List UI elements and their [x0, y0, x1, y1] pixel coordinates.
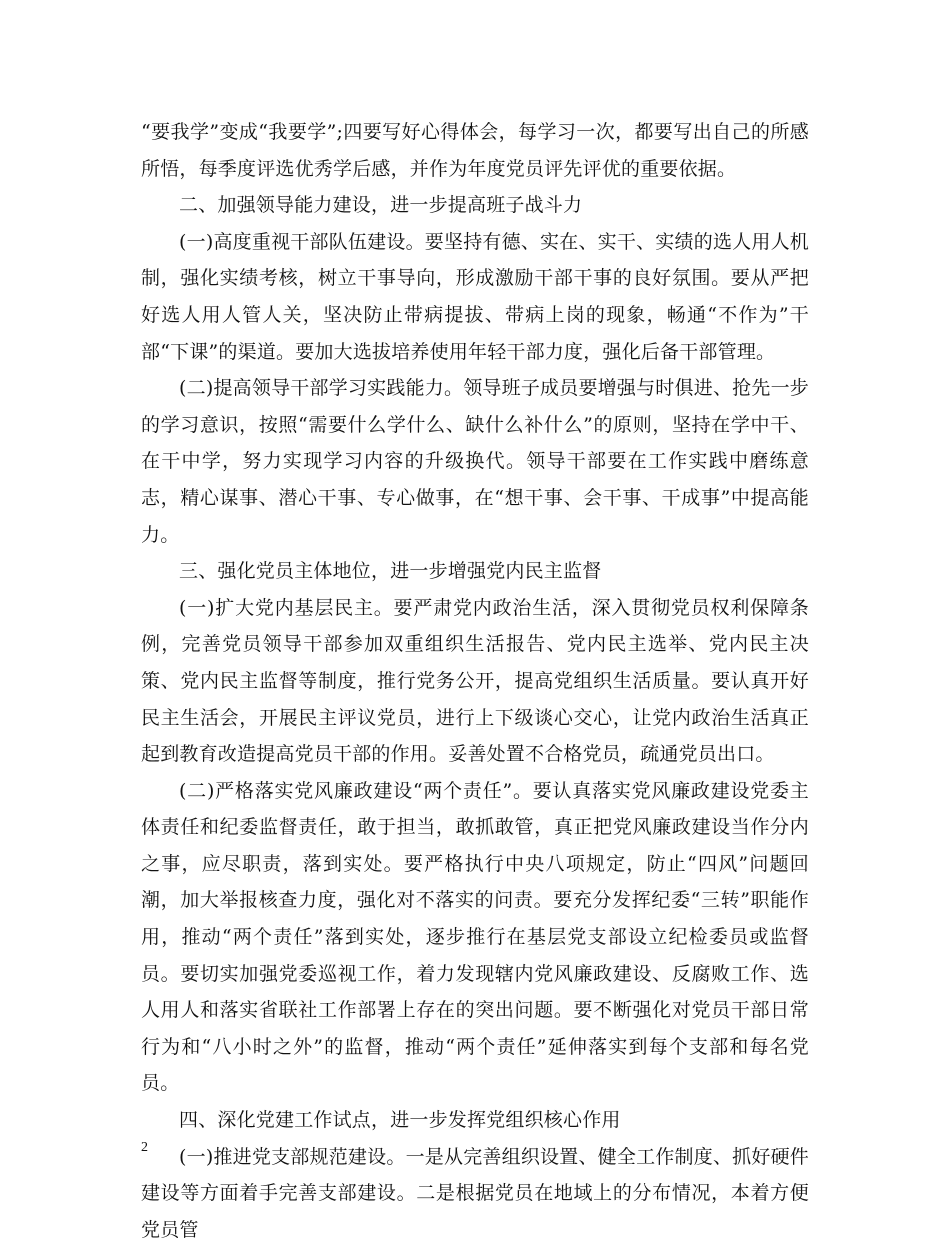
section-heading-2: 二、加强领导能力建设，进一步提高班子战斗力 — [179, 194, 583, 217]
paragraph-3-2: (二)严格落实党风廉政建设“两个责任”。要认真落实党风廉政建设党委主体责任和纪委监督责任，敢于担当，敢抓敢管，真正把党风廉政建设当作分内之事，应尽职责，落到实处。要严格执行中央八项规定，防止“四风”问题回潮，加大举报核查力度，强化对不落实的问责。要充分发挥纪委“三转”职能作用，推动“两个责任”落到实处，逐步推行在基层党支部设立纪检委员或监督员。要切实加强党委巡视工作，着力发现辖内党风廉政建设、反腐败工作、选人用人和落实省联社工作部署上存在的突出问题。要不断强化对党员干部日常行为和“八小时之外”的监督，推动“两个责任”延伸落实到每个支部和每名党员。 — [141, 779, 809, 1095]
paragraph-2-2: (二)提高领导干部学习实践能力。领导班子成员要增强与时俱进、抢先一步的学习意识，按照“需要什么学什么、缺什么补什么”的原则，坚持在学中干、在干中学，努力实现学习内容的升级换代。领导干部要在工作实践中磨练意志，精心谋事、潜心干事、专心做事，在“想干事、会干事、干成事”中提高能力。 — [141, 377, 809, 546]
section-heading-4: 四、深化党建工作试点，进一步发挥党组织核心作用 — [179, 1109, 621, 1132]
paragraph-1: “要我学”变成“我要学”;四要写好心得体会，每学习一次，都要写出自己的所感所悟，每季度评选优秀学后感，并作为年度党员评先评优的重要依据。 — [141, 121, 809, 180]
page-number: 2 — [141, 1140, 148, 1155]
document-body — [141, 114, 809, 1248]
paragraph-2-1: (一)高度重视干部队伍建设。要坚持有德、实在、实干、实绩的选人用人机制，强化实绩考核，树立干事导向，形成激励干部干事的良好氛围。要从严把好选人用人管人关，坚决防止带病提拔、带病上岗的现象，畅通“不作为”干部“下课”的渠道。要加大选拔培养使用年轻干部力度，强化后备干部管理。 — [141, 230, 809, 363]
section-heading-3: 三、强化党员主体地位，进一步增强党内民主监督 — [179, 560, 602, 583]
paragraph-3-1: (一)扩大党内基层民主。要严肃党内政治生活，深入贯彻党员权利保障条例，完善党员领导干部参加双重组织生活报告、党内民主选举、党内民主决策、党内民主监督等制度，推行党务公开，提高党组织生活质量。要认真开好民主生活会，开展民主评议党员，进行上下级谈心交心，让党内政治生活真正起到教育改造提高党员干部的作用。妥善处置不合格党员，疏通党员出口。 — [141, 596, 809, 766]
paragraph-4-1: (一)推进党支部规范建设。一是从完善组织设置、健全工作制度、抓好硬件建设等方面着手完善支部建设。二是根据党员在地域上的分布情况，本着方便党员管 — [141, 1145, 809, 1241]
